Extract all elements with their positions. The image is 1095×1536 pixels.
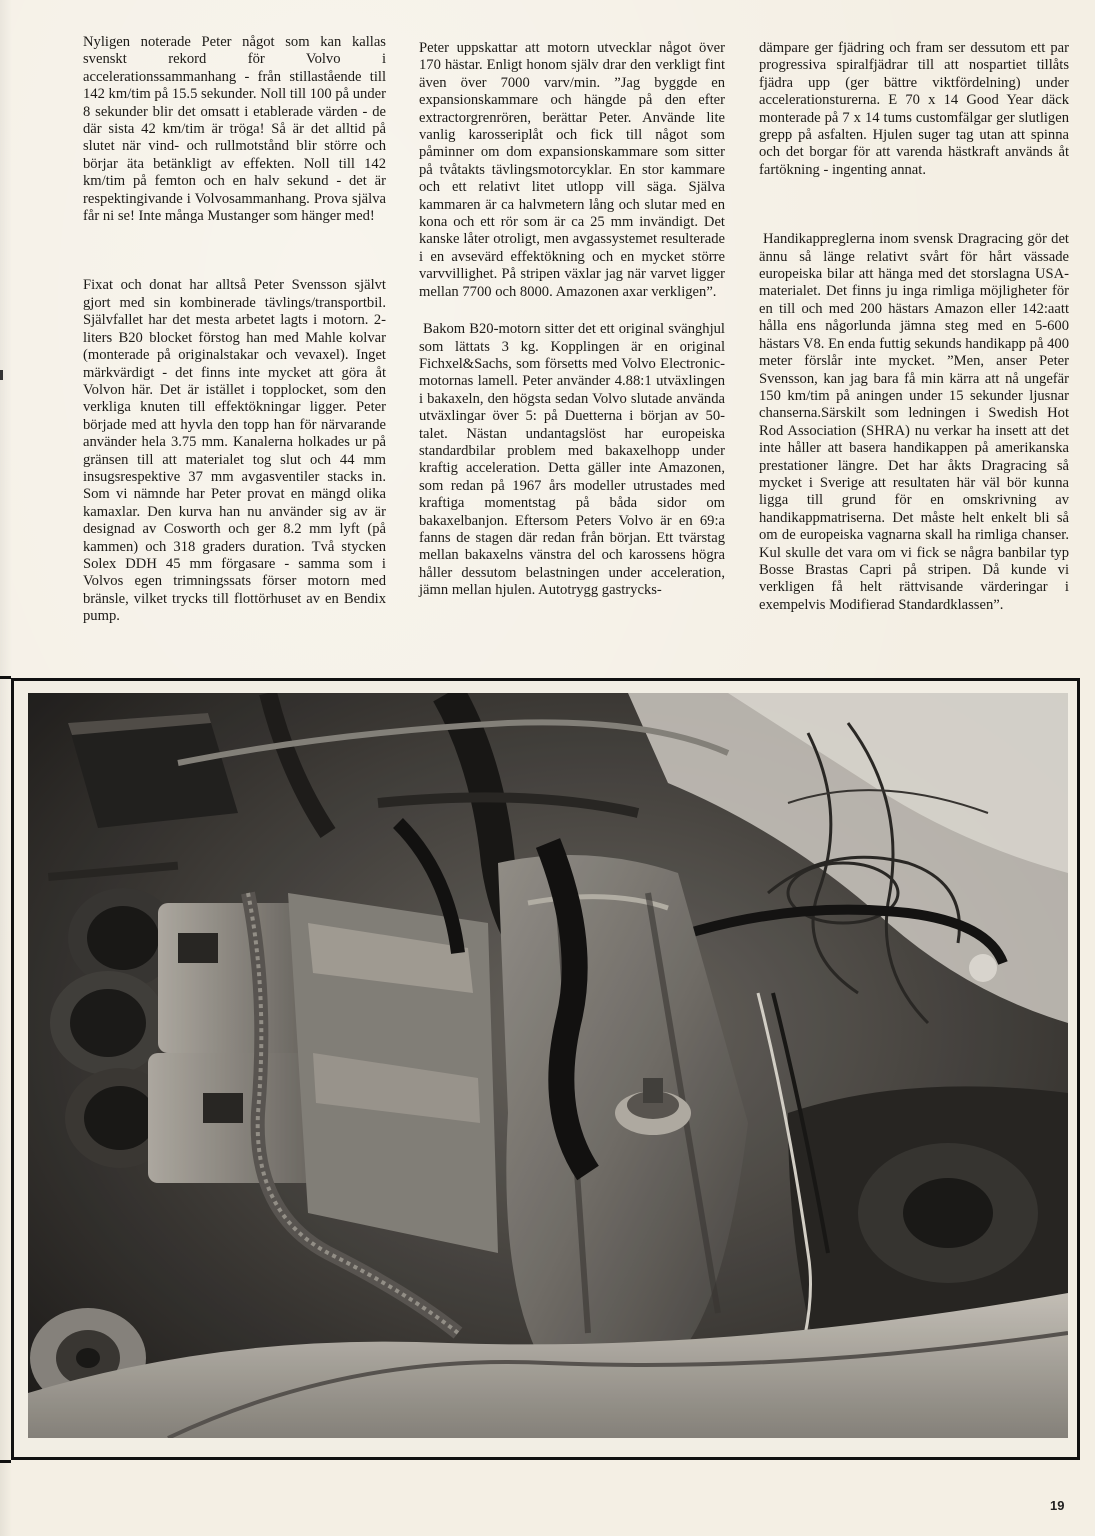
paragraph-handicap-rules: Handikappreglerna inom svensk Dragracing gör det ännu så länge relativt svårt för hårt vässade europeiska bilar att hänga med det storslagna USA-materialet. Det finns ju inga rimliga möjligheter för en till och med 200 hästars Amazon eller 142:aatt hålla ens någorlunda jämna steg med en 5-600 hästars V8. En enda futtig sekunds handikapp på 400 meter förslår inte mycket. ”Men, anser Peter Svensson, kan jag bara få min kärra att nå ungefär 150 km/tim på aningen under 15 sekunder ljusnar chanserna.Särskilt som ledningen i Swedish Hot Rod Association (SHRA) nu verkar ha insett att det inte håller att basera handikappen på amerikanska prestationer längre. Det har åkts Dragracing så mycket i Sverige att resultaten här väl bör kunna ligga till grund för en omskrivning av handikappmatriserna. Det måste helt enkelt bli så om de europeiska vagnarna skall ha rimliga chanser. Kul skulle det vara om vi fick se några banbilar typ Bosse Brastas Capri på stripen. Då kunde vi verkligen få helt rättvisande värderingar i exempelvis Modifierad Standardklassen”. [759, 231, 1069, 613]
article-column-left [83, 34, 386, 626]
paragraph-suspension: dämpare ger fjädring och fram ser dessutom ett par progressiva spiralfjädrar till att nospartiet tillåts fjädra upp (ger bättre viktfördelning) under accelerationsturerna. E 70 x 14 Good Year däck monterade på 7 x 14 tums customfälgar ger slutligen grepp på asfalten. Hjulen suger tag utan att spinna och det borgar för att varenda hästkraft används åt fartökning - ingenting annat. [759, 40, 1069, 178]
photo-edge-rule [0, 676, 11, 1463]
article-column-middle [419, 40, 725, 600]
article-column-right [759, 40, 1069, 614]
engine-bay-photo [28, 693, 1068, 1438]
paragraph-engine-build: Fixat och donat har alltså Peter Svensson självt gjort med sin kombinerade tävlings/transportbil. Självfallet har det mesta arbetet lagts i motorn. 2-liters B20 blocket förstog han med Mahle kolvar (monterade på originalstakar och vevaxel). Inget märkvärdigt - det finns inte mycket att göra åt Volvon här. Det är istället i topplocket, som den verkliga knuten till effektökningar ligger. Peter började med att hyvla den topp han för närvarande använder hela 3.75 mm. Kanalerna holkades ur på gränsen till att materialet tog slut och 44 mm insugsrespektive 37 mm avgasventiler stacks in. Som vi nämnde har Peter provat en mängd olika kamaxlar. Den kurva han nu använder sig av är designad av Cosworth och ger 8.2 mm lyft (på kammen) och 318 graders duration. Två stycken Solex DDH 45 mm förgasare - samma som i Volvos egen trimningssats förser motorn med bränsle, vilket trycks till flottörhuset av en Bendix pump. [83, 277, 386, 625]
margin-mark [0, 370, 3, 380]
paragraph-drivetrain: Bakom B20-motorn sitter det ett original svänghjul som lättats 3 kg. Kopplingen är en original Fichxel&Sachs, som försetts med Volvo Electronic-motornas lamell. Peter använder 4.88:1 utväxlingen i bakaxeln, den högsta sedan Volvo slutade använda utväxlingar över 5: på Duetterna i början av 50-talet. Nästan undantagslöst har europeiska standardbilar problem med bakaxelhopp under kraftig acceleration. Detta gäller inte Amazonen, som redan på 1967 års modeller utrustades med kraftiga momentstag på båda sidor om bakaxelbanjon. Eftersom Peters Volvo är en 69:a fanns de stagen där redan från början. Ett tvärstag mellan bakaxelns vänstra del och karossens högra håller dessutom belastningen under acceleration, jämn mellan hjulen. Autotrygg gastrycks- [419, 321, 725, 599]
paragraph-expansion-chamber: Peter uppskattar att motorn utvecklar något över 170 hästar. Enligt honom själv drar den verkligt fint även över 7000 varv/min. ”Jag byggde en expansionskammare och hängde på den efter extractorgrenrören, berättar Peter. Använde lite vanlig karosseriplåt och fick till något som påminner om dom expansionskammare som sitter på tvåtakts tävlingsmotorcyklar. En stor kammare och ett relativt litet utlopp vill säga. Själva kammaren är ca halvmetern lång och slutar med en kona och ett rör som är ca 25 mm invändigt. Det kanske låter otroligt, men avgassystemet resulterade i en avsevärd effektökning och en mycket större varvvillighet. På stripen växlar jag när varvet ligger mellan 7700 och 8000. Amazonen axar verkligen”. [419, 40, 725, 300]
page-number: 19 [1050, 1498, 1065, 1513]
paragraph-record: Nyligen noterade Peter något som kan kallas svenskt rekord för Volvo i accelerationssammanhang - från stillastående till 142 km/tim på 15.5 sekunder. Noll till 100 på under 8 sekunder blir det omsatt i etablerade värden - de där sista 42 km/tim är tröga! Så är det alltid på slutet när vind- och rullmotstånd blir större och börjar äta betänkligt av effekten. Noll till 142 km/tim på femton och en halv sekund - det är respektingivande i Volvosammanhang. Prova själva får ni se! Inte många Mustanger som hänger med! [83, 34, 386, 225]
